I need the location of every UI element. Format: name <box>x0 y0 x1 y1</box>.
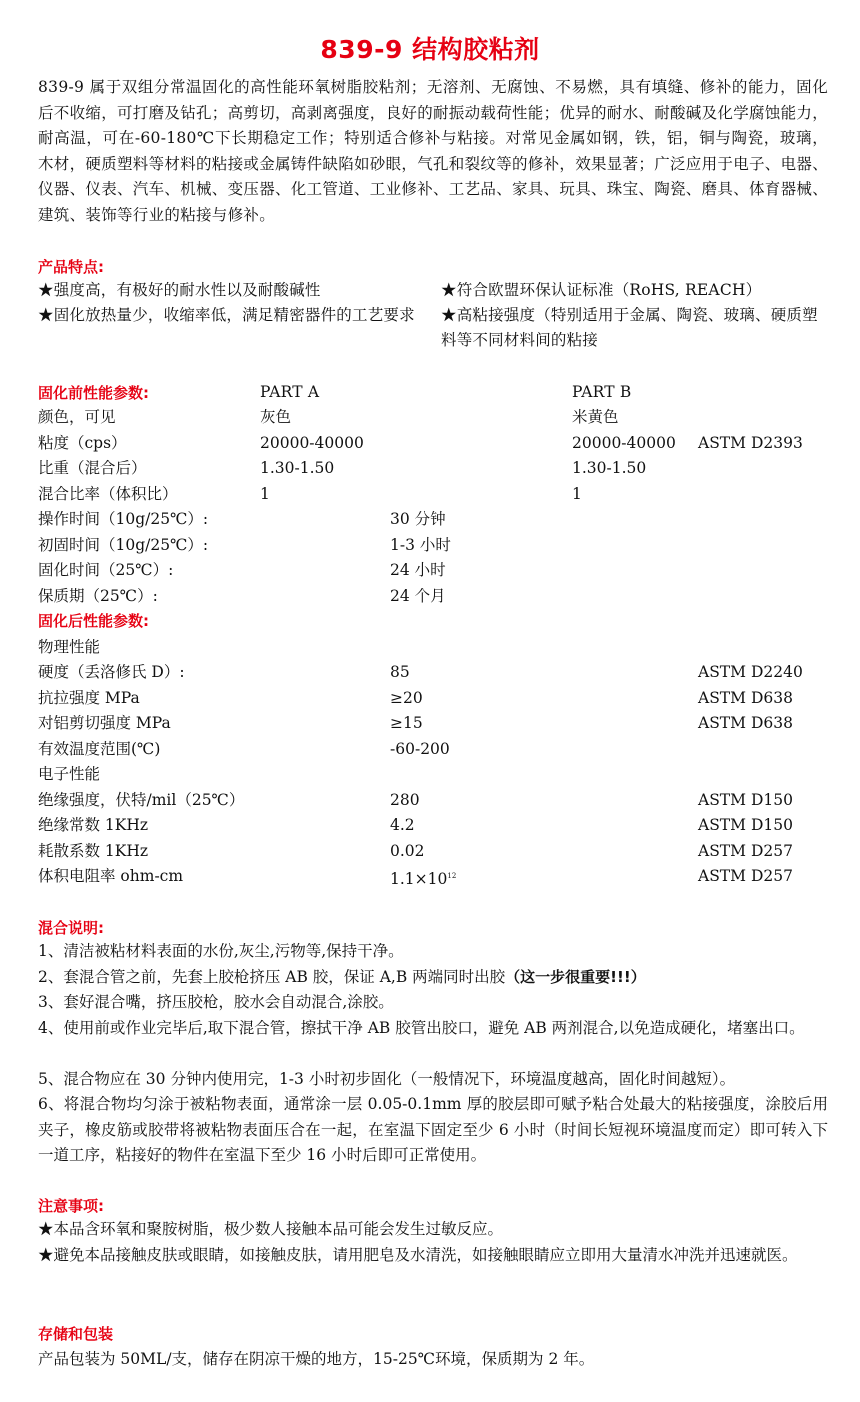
param-label: 体积电阻率 ohm-cm <box>38 867 184 885</box>
storage-text: 产品包装为 50ML/支，储存在阴凉干燥的地方，15-25℃环境，保质期为 2 年。 <box>38 1350 595 1368</box>
table-row <box>0 788 860 813</box>
mixing-step <box>38 965 828 991</box>
table-row <box>0 711 860 736</box>
part-b-value: 1.30-1.50 <box>572 459 647 477</box>
table-row <box>0 431 860 456</box>
part-b-header: PART B <box>572 383 632 401</box>
features-heading: 产品特点: <box>38 258 104 276</box>
param-value: ≥15 <box>390 714 423 732</box>
electrical-properties-label: 电子性能 <box>38 765 101 783</box>
param-value: 0.02 <box>390 841 425 860</box>
table-row <box>0 456 860 481</box>
standard-value: ASTM D2240 <box>698 663 803 681</box>
post-cure-heading: 固化后性能参数: <box>38 612 149 630</box>
part-b-value: 20000-40000 <box>572 433 676 452</box>
standard-value: ASTM D257 <box>698 867 793 885</box>
table-row <box>0 737 860 762</box>
param-label: 混合比率（体积比） <box>38 484 178 503</box>
note-item: ★避免本品接触皮肤或眼睛，如接触皮肤，请用肥皂及水清洗，如接触眼睛应立即用大量清水冲洗并迅速就医。 <box>38 1245 798 1264</box>
table-row <box>0 839 860 864</box>
param-label: 有效温度范围(℃) <box>38 739 161 758</box>
standard-value: ASTM D257 <box>698 841 793 860</box>
param-label: 比重（混合后） <box>38 459 147 477</box>
param-value: -60-200 <box>390 739 450 758</box>
standard-value: ASTM D150 <box>698 790 793 809</box>
param-label: 初固时间（10g/25℃）: <box>38 535 209 554</box>
physical-properties-label: 物理性能 <box>38 637 101 656</box>
mixing-heading: 混合说明: <box>38 919 104 937</box>
standard-value: ASTM D2393 <box>698 433 803 452</box>
table-row <box>0 864 860 889</box>
param-label: 固化时间（25℃）: <box>38 561 174 579</box>
table-row <box>0 405 860 430</box>
part-a-value: 20000-40000 <box>260 433 364 452</box>
section-label <box>0 635 860 660</box>
mixing-step-text: 2、套混合管之前，先套上胶枪挤压 AB 胶，保证 A,B 两端同时出胶 <box>38 967 506 986</box>
table-row <box>0 507 860 532</box>
mixing-step: 6、将混合物均匀涂于被粘物表面，通常涂一层 0.05-0.1mm 厚的胶层即可赋予粘合处最大的粘接强度，涂胶后用夹子，橡皮筋或胶带将被粘物表面压合在一起，在室温下固定至少 6 小时（时间长短视环境温度而定）即可转入下一道工序，粘接好的物件在室温下至少 16 小时后即可正常使用。 <box>38 1095 828 1164</box>
mixing-step-emphasis: （这一步很重要!!!） <box>505 967 646 986</box>
standard-value: ASTM D150 <box>698 816 793 834</box>
param-label: 保质期（25℃）: <box>38 586 158 605</box>
param-value: 24 小时 <box>390 561 446 579</box>
standard-value: ASTM D638 <box>698 688 793 707</box>
table-row <box>0 813 860 838</box>
document-title: 839-9 结构胶粘剂 <box>320 35 540 64</box>
part-a-value: 灰色 <box>260 408 292 426</box>
part-a-value: 1 <box>260 484 270 503</box>
feature-item: ★强度高，有极好的耐水性以及耐酸碱性 <box>38 281 321 299</box>
param-label: 硬度（丢洛修氏 D）: <box>38 663 185 681</box>
param-value: 24 个月 <box>390 586 446 605</box>
resistivity-mantissa: 1.1×10 <box>390 870 448 888</box>
resistivity-exponent: 12 <box>447 872 457 880</box>
param-label: 颜色，可见 <box>38 408 116 426</box>
param-value: 4.2 <box>390 816 415 834</box>
intro-paragraph: 839-9 属于双组分常温固化的高性能环氧树脂胶粘剂；无溶剂、无腐蚀、不易燃，具有填缝、修补的能力，固化后不收缩，可打磨及钻孔；高剪切，高剥离强度，良好的耐振动载荷性能；优异的耐水、耐酸碱及化学腐蚀能力，耐高温，可在-60-180℃下长期稳定工作；特别适合修补与粘接。对常见金属如钢，铁，铝，铜与陶瓷，玻璃，木材，硬质塑料等材料的粘接或金属铸件缺陷如砂眼，气孔和裂纹等的修补，效果显著；广泛应用于电子、电器、仪器、仪表、汽车、机械、变压器、化工管道、工业修补、工艺品、家具、玩具、珠宝、陶瓷、磨具、体育器械、建筑、装饰等行业的粘接与修补。 <box>38 78 829 224</box>
table-row <box>0 533 860 558</box>
mixing-step: 3、套好混合嘴，挤压胶枪，胶水会自动混合,涂胶。 <box>38 993 394 1011</box>
table-row <box>0 584 860 609</box>
feature-item: ★固化放热量少，收缩率低，满足精密器件的工艺要求 <box>38 306 415 324</box>
param-value: 85 <box>390 663 410 681</box>
param-value <box>390 864 456 892</box>
param-label: 绝缘强度，伏特/mil（25℃） <box>38 790 245 809</box>
part-b-value: 1 <box>572 484 582 503</box>
table-row <box>0 686 860 711</box>
mixing-step: 5、混合物应在 30 分钟内使用完，1-3 小时初步固化（一般情况下，环境温度越高，固化时间越短）。 <box>38 1069 736 1088</box>
storage-heading: 存储和包装 <box>38 1325 114 1343</box>
notes-heading: 注意事项: <box>38 1197 104 1215</box>
param-label: 绝缘常数 1KHz <box>38 816 149 834</box>
table-row <box>0 482 860 507</box>
param-label: 耗散系数 1KHz <box>38 841 149 860</box>
standard-value: ASTM D638 <box>698 714 793 732</box>
param-value: 1-3 小时 <box>390 535 451 554</box>
part-a-header: PART A <box>260 383 320 401</box>
param-value: 30 分钟 <box>390 510 446 528</box>
param-label: 对铝剪切强度 MPa <box>38 714 171 732</box>
section-label <box>0 762 860 787</box>
feature-item: ★符合欧盟环保认证标准（RoHS, REACH） <box>441 281 762 299</box>
table-row <box>0 660 860 685</box>
param-label: 粘度（cps） <box>38 433 127 452</box>
note-item: ★本品含环氧和聚胺树脂，极少数人接触本品可能会发生过敏反应。 <box>38 1220 504 1238</box>
mixing-step: 4、使用前或作业完毕后,取下混合管，擦拭干净 AB 胶管出胶口，避免 AB 两剂混合,以免造成硬化，堵塞出口。 <box>38 1018 805 1037</box>
table-row <box>0 558 860 583</box>
param-value: ≥20 <box>390 688 423 707</box>
part-b-value: 米黄色 <box>572 408 619 426</box>
param-label: 抗拉强度 MPa <box>38 688 140 707</box>
pre-cure-heading: 固化前性能参数: <box>38 384 149 402</box>
param-label: 操作时间（10g/25℃）: <box>38 510 209 528</box>
mixing-step: 1、清洁被粘材料表面的水份,灰尘,污物等,保持干净。 <box>38 942 404 960</box>
feature-item: ★高粘接强度（特别适用于金属、陶瓷、玻璃、硬质塑料等不同材料间的粘接 <box>441 306 818 349</box>
part-a-value: 1.30-1.50 <box>260 459 335 477</box>
param-value: 280 <box>390 790 420 809</box>
